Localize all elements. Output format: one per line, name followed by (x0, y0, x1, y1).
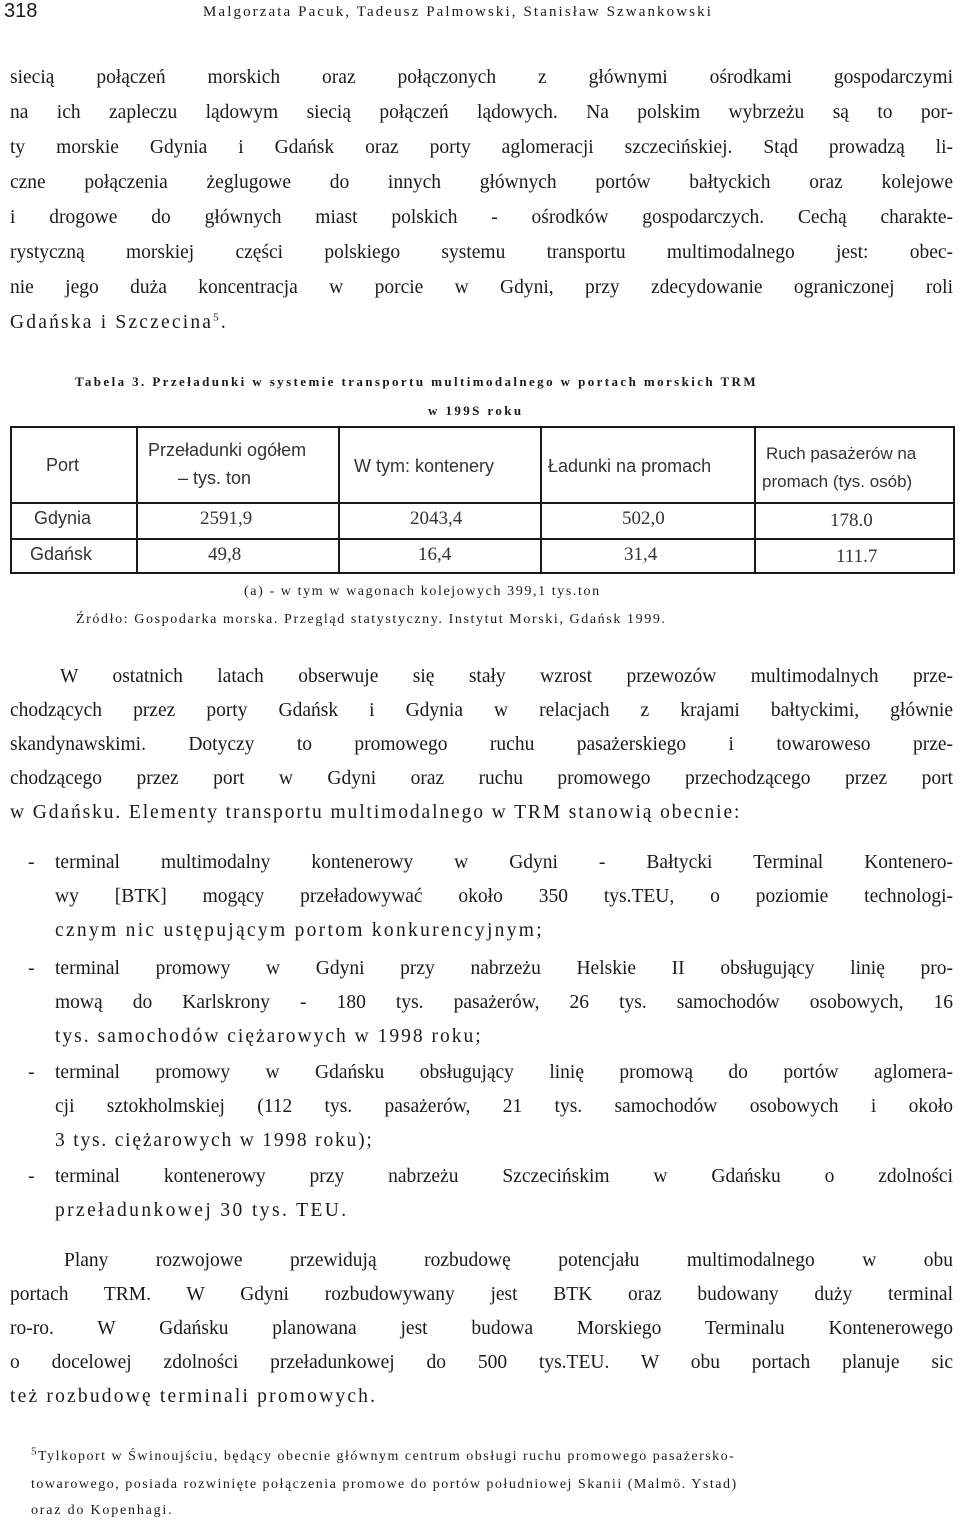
row-divider (12, 538, 953, 540)
list-item-line: terminal promowy w Gdańsku obsługujący linię promową do portów aglomera- (55, 1062, 953, 1083)
list-item-line: terminal promowy w Gdyni przy nabrzeżu Helskie II obsługujący linię pro- (55, 958, 953, 979)
row-divider (12, 502, 953, 504)
text-line: Plany rozwojowe przewidują rozbudowę potencjału multimodalnego w obu (64, 1250, 953, 1271)
row-gdynia-containers: 2043,4 (410, 508, 463, 529)
text-line: siecią połączeń morskich oraz połączonych z głównymi ośrodkami gospodarczymi (10, 67, 953, 88)
header-port: Port (46, 455, 80, 475)
text-line-last: też rozbudowę terminali promowych. (10, 1386, 378, 1407)
text-line: ty morskie Gdynia i Gdańsk oraz porty aglomeracji szczecińskiej. Stąd prowadzą li- (10, 137, 953, 158)
list-item-line: cznym nic ustępującym portom konkurencyjnym; (55, 920, 544, 941)
list-item-line: cji sztokholmskiej (112 tys. pasażerów, 21 tys. samochodów osobowych i około (55, 1096, 953, 1117)
row-gdynia-total: 2591,9 (200, 508, 253, 529)
text-line-last: w Gdańsku. Elementy transportu multimodalnego w TRM stanowią obecnie: (10, 802, 742, 823)
footnote-line: towarowego, posiada rozwinięte połączenia promowe do portów południowej Skanii (Malmö. Ystad) (31, 1477, 738, 1492)
column-divider (136, 428, 138, 572)
column-divider (540, 428, 542, 572)
header-total-unit: – tys. ton (178, 468, 252, 488)
row-gdansk-passengers: 111.7 (836, 546, 878, 567)
row-gdynia-passengers: 178.0 (830, 510, 873, 531)
list-item-line: przeładunkowej 30 tys. TEU. (55, 1200, 349, 1221)
row-gdansk-total: 49,8 (208, 544, 242, 565)
text-line: o docelowej zdolności przeładunkowej do 500 tys.TEU. W obu portach planuje sic (10, 1352, 953, 1373)
table-note: (a) - w tym w wagonach kolejowych 399,1 tys.ton (244, 584, 601, 599)
list-item-line: mową do Karlskrony - 180 tys. pasażerów, 26 tys. samochodów osobowych, 16 (55, 992, 953, 1013)
list-item-line: wy [BTK] mogący przeładowywać około 350 tys.TEU, o poziomie technologi- (55, 886, 953, 907)
column-divider (754, 428, 756, 572)
header-passengers-unit: promach (tys. osób) (762, 472, 913, 491)
footnote-line (31, 1445, 943, 1465)
row-gdansk-containers: 16,4 (418, 544, 452, 565)
list-item-line: terminal kontenerowy przy nabrzeżu Szczecińskim w Gdańsku o zdolności (55, 1166, 953, 1187)
text-line: skandynawskimi. Dotyczy to promowego ruchu pasażerskiego i towaroweso prze- (10, 734, 953, 755)
list-item-line: terminal multimodalny kontenerowy w Gdyni - Bałtycki Terminal Kontenero- (55, 852, 953, 873)
page-number: 318 (4, 0, 38, 22)
row-gdynia-port: Gdynia (34, 508, 92, 528)
list-item-line: tys. samochodów ciężarowych w 1998 roku; (55, 1026, 483, 1047)
table-caption-year: w 199S roku (428, 403, 524, 418)
text-line: czne połączenia żeglugowe do innych głównych portów bałtyckich oraz kolejowe (10, 172, 953, 193)
running-header-authors: Malgorzata Pacuk, Tadeusz Palmowski, Stanisław Szwankowski (203, 4, 713, 20)
list-dash: - (28, 1166, 35, 1187)
header-ferry-cargo: Ładunki na promach (548, 456, 712, 476)
footnote-ref: 5 (213, 311, 221, 324)
row-gdansk-ferry-cargo: 31,4 (624, 544, 658, 565)
header-containers: W tym: kontenery (354, 456, 495, 476)
table-source: Źródło: Gospodarka morska. Przegląd statystyczny. Instytut Morski, Gdańsk 1999. (76, 612, 667, 627)
text-line: ro-ro. W Gdańsku planowana jest budowa Morskiego Terminalu Kontenerowego (10, 1318, 953, 1339)
text-line: na ich zapleczu lądowym siecią połączeń lądowych. Na polskim wybrzeżu są to por- (10, 102, 953, 123)
header-passengers: Ruch pasażerów na (766, 444, 917, 463)
table-caption: Tabela 3. Przeładunki w systemie transportu multimodalnego w portach morskich TRM (75, 374, 758, 389)
footnote-marker: 5 (31, 1445, 38, 1458)
column-divider (338, 428, 340, 572)
text-line: portach TRM. W Gdyni rozbudowywany jest BTK oraz budowany duży terminal (10, 1284, 953, 1305)
text-line: i drogowe do głównych miast polskich - ośrodków gospodarczych. Cechą charakte- (10, 207, 953, 228)
text-line: chodzącego przez port w Gdyni oraz ruchu promowego przechodzącego przez port (10, 768, 953, 789)
row-gdynia-ferry-cargo: 502,0 (622, 508, 665, 529)
list-item-line: 3 tys. ciężarowych w 1998 roku); (55, 1130, 374, 1151)
footnote-line: oraz do Kopenhagi. (31, 1503, 174, 1518)
row-gdansk-port: Gdańsk (30, 544, 93, 564)
text-line: rystyczną morskiej części polskiego systemu transportu multimodalnego jest: obec- (10, 242, 953, 263)
footnote-text: Tylkoport w Świnoujściu, będący obecnie głównym centrum obsługi ruchu promowego pasażersko- (38, 1449, 736, 1464)
text-segment: Gdańska i Szczecina (10, 312, 214, 333)
header-total: Przeładunki ogółem (148, 440, 307, 460)
text-line-last (10, 311, 228, 335)
list-dash: - (28, 852, 35, 873)
text-segment: . (220, 312, 228, 333)
text-line: nie jego duża koncentracja w porcie w Gdyni, przy zdecydowanie ograniczonej roli (10, 277, 953, 298)
data-table (10, 426, 955, 574)
text-line: W ostatnich latach obserwuje się stały wzrost przewozów multimodalnych prze- (60, 666, 953, 687)
list-dash: - (28, 958, 35, 979)
text-line: chodzących przez porty Gdańsk i Gdynia w relacjach z krajami bałtyckimi, głównie (10, 700, 953, 721)
list-dash: - (28, 1062, 35, 1083)
